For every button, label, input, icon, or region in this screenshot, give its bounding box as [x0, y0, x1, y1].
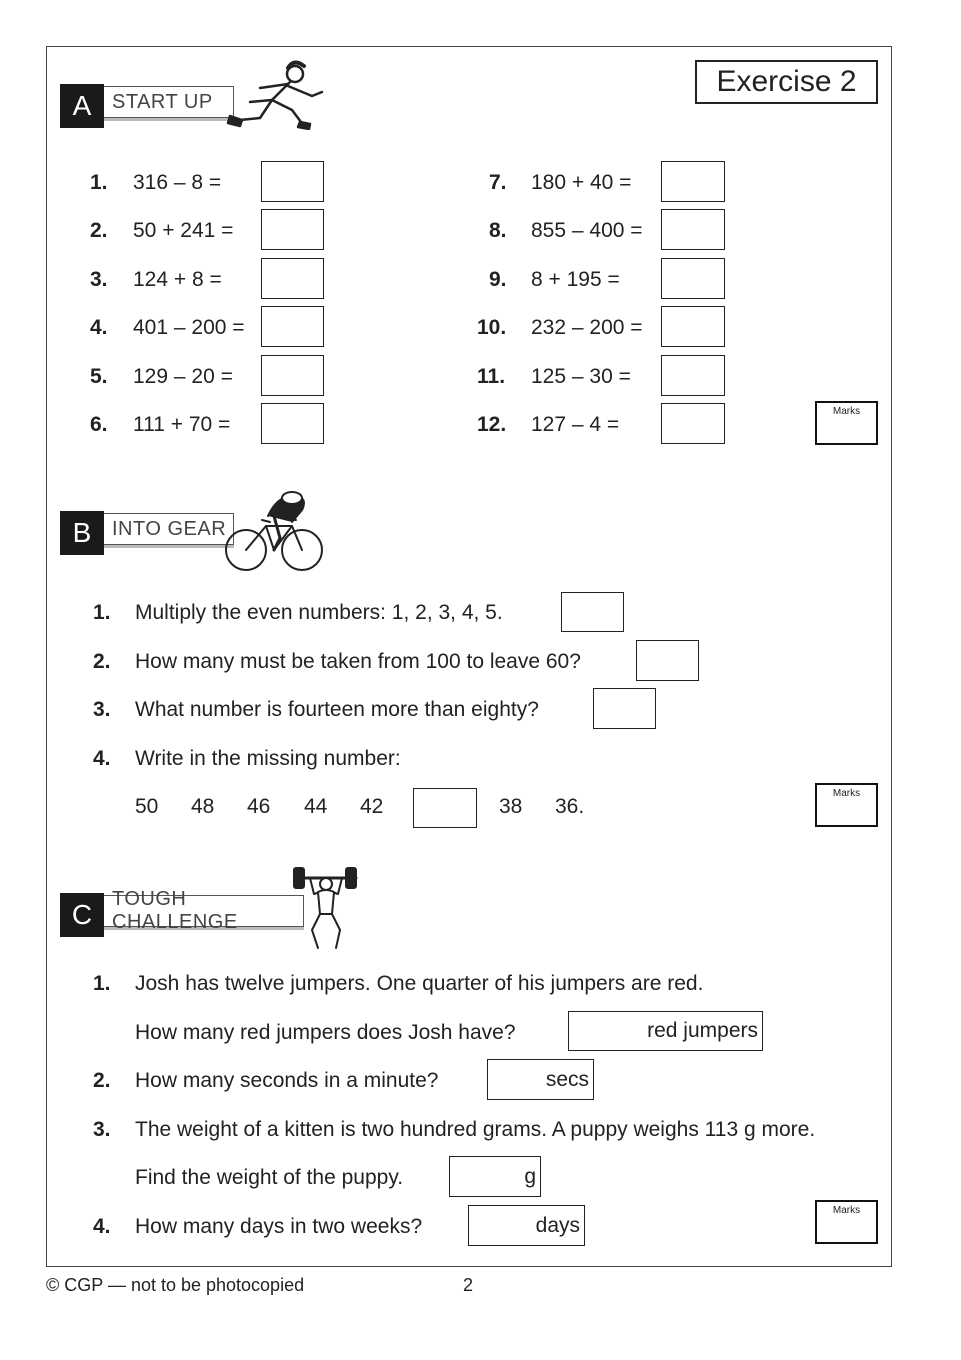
question-number: 2. — [93, 1069, 111, 1092]
question-text: 316 – 8 = — [133, 171, 222, 194]
question-number: 1. — [93, 601, 111, 624]
question-text: 232 – 200 = — [531, 316, 643, 339]
question-number: 5. — [90, 365, 108, 388]
question-text: 8 + 195 = — [531, 268, 620, 291]
question-text: The weight of a kitten is two hundred grams. A puppy weighs 113 g more. — [135, 1118, 816, 1141]
section-b-letter: B — [60, 511, 104, 555]
sequence-number: 48 — [191, 795, 215, 818]
question-number: 6. — [90, 413, 108, 436]
answer-box[interactable] — [593, 688, 656, 729]
question-number: 2. — [93, 650, 111, 673]
question-number: 1. — [93, 972, 111, 995]
section-c-letter: C — [60, 893, 104, 937]
question-text: Write in the missing number: — [135, 747, 401, 770]
section-a-title: START UP — [112, 90, 213, 113]
question-text: 125 – 30 = — [531, 365, 631, 388]
page-number: 2 — [463, 1275, 474, 1295]
question-text: 180 + 40 = — [531, 171, 632, 194]
section-a-letter: A — [60, 84, 104, 128]
answer-box[interactable] — [661, 355, 725, 396]
question-text: 50 + 241 = — [133, 219, 234, 242]
exercise-title: Exercise 2 — [695, 60, 878, 104]
question-number: 7. — [489, 171, 507, 194]
section-c-banner — [104, 888, 304, 933]
answer-box[interactable] — [261, 258, 324, 299]
weightlifter-illustration-icon — [292, 864, 360, 952]
question-text: 127 – 4 = — [531, 413, 620, 436]
question-text: 401 – 200 = — [133, 316, 245, 339]
question-text: Find the weight of the puppy. — [135, 1166, 404, 1189]
question-number: 4. — [93, 1215, 111, 1238]
answer-box[interactable] — [468, 1205, 585, 1246]
question-text: How many red jumpers does Josh have? — [135, 1021, 516, 1044]
cyclist-illustration-icon — [222, 486, 328, 574]
answer-box[interactable] — [636, 640, 699, 681]
answer-box[interactable] — [261, 161, 324, 202]
marks-box[interactable]: Marks — [815, 1200, 878, 1244]
question-text: How many must be taken from 100 to leave 60? — [135, 650, 581, 673]
question-number: 12. — [477, 413, 507, 436]
sequence-number: 38 — [499, 795, 523, 818]
question-number: 3. — [90, 268, 108, 291]
sequence-number: 36. — [555, 795, 585, 818]
sequence-number: 44 — [304, 795, 328, 818]
answer-box[interactable] — [661, 306, 725, 347]
answer-box[interactable] — [561, 592, 624, 632]
question-number: 4. — [93, 747, 111, 770]
section-c-title: TOUGH CHALLENGE — [112, 888, 238, 933]
question-number: 4. — [90, 316, 108, 339]
question-number: 1. — [90, 171, 108, 194]
sequence-number: 50 — [135, 795, 159, 818]
unit-label: days — [535, 1213, 580, 1237]
question-text: 111 + 70 = — [133, 413, 231, 436]
question-number: 11. — [477, 365, 506, 388]
question-number: 9. — [489, 268, 507, 291]
answer-box[interactable] — [261, 209, 324, 250]
marks-box[interactable]: Marks — [815, 783, 878, 827]
question-number: 2. — [90, 219, 108, 242]
section-b-title: INTO GEAR — [112, 517, 227, 540]
answer-box[interactable] — [261, 306, 324, 347]
answer-box[interactable] — [661, 209, 725, 250]
question-text: Multiply the even numbers: 1, 2, 3, 4, 5. — [135, 601, 503, 624]
answer-box[interactable] — [661, 258, 725, 299]
question-number: 10. — [477, 316, 507, 339]
answer-box[interactable] — [449, 1156, 541, 1197]
sequence-number: 46 — [247, 795, 271, 818]
question-number: 3. — [93, 1118, 111, 1141]
question-text: How many days in two weeks? — [135, 1215, 423, 1238]
unit-label: secs — [545, 1067, 589, 1091]
question-text: How many seconds in a minute? — [135, 1069, 439, 1092]
question-number: 8. — [489, 219, 507, 242]
answer-box[interactable] — [261, 403, 324, 444]
question-text: What number is fourteen more than eighty? — [135, 698, 539, 721]
section-b-banner — [104, 513, 234, 545]
runner-illustration-icon — [200, 60, 330, 130]
copyright-notice: © CGP — not to be photocopied — [46, 1275, 305, 1295]
unit-label: red jumpers — [647, 1019, 758, 1042]
answer-box[interactable] — [487, 1059, 594, 1100]
missing-number-box[interactable] — [413, 788, 477, 828]
question-text: 129 – 20 = — [133, 365, 233, 388]
answer-box[interactable] — [261, 355, 324, 396]
answer-box[interactable] — [568, 1011, 763, 1051]
answer-box[interactable] — [661, 403, 725, 444]
answer-box[interactable] — [661, 161, 725, 202]
unit-label: g — [524, 1164, 536, 1188]
sequence-number: 42 — [360, 795, 384, 818]
question-text: 124 + 8 = — [133, 268, 222, 291]
question-text: 855 – 400 = — [531, 219, 643, 242]
question-text: Josh has twelve jumpers. One quarter of his jumpers are red. — [135, 972, 704, 995]
question-number: 3. — [93, 698, 111, 721]
marks-box[interactable]: Marks — [815, 401, 878, 445]
